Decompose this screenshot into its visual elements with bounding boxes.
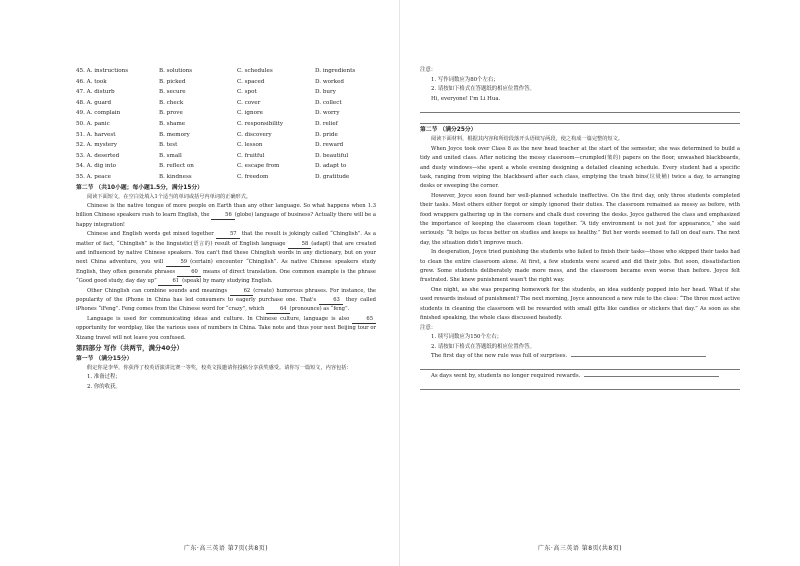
option-choice: 45. A. instructions — [76, 68, 129, 74]
option-choice: C. ignore — [237, 110, 263, 117]
option-choice: D. worry — [315, 110, 340, 117]
writing-line[interactable] — [420, 115, 740, 124]
blank-62[interactable]: 62 — [230, 288, 254, 296]
option-choice: B. solutions — [159, 68, 193, 74]
option-choice: B. kindness — [159, 173, 192, 180]
option-choice: D. pride — [315, 131, 338, 138]
writing1-title: 第一节 （满分15分） — [76, 356, 133, 363]
part4-title: 第四部分 写作（共两节，满分40分） — [76, 344, 183, 353]
option-choice: C. discovery — [237, 131, 272, 138]
option-row — [76, 119, 376, 130]
passage-paragraph-1: Chinese is the native tongue of more people on Earth than any other language. So what happens when 1.3 billion Chinese speakers rush to learn English, the 56 (globe) language of business? Actually there will be a happy integration! — [76, 202, 376, 228]
option-choice: B. secure — [159, 89, 186, 96]
writing-line[interactable] — [420, 104, 740, 113]
option-choice: 53. A. deserted — [76, 152, 120, 159]
blank-58[interactable]: 58 — [288, 241, 312, 249]
option-choice: C. responsibility — [237, 120, 284, 127]
option-choice: C. freedom — [237, 173, 269, 180]
writing-line[interactable] — [420, 381, 740, 390]
page-footer-left: 广东·高三英语 第7页(共8页) — [183, 545, 269, 552]
option-choice: 51. A. harvest — [76, 131, 116, 138]
option-row — [76, 130, 376, 141]
option-choice: B. memory — [159, 131, 190, 138]
blank-60[interactable]: 60 — [177, 269, 201, 277]
option-row — [76, 77, 376, 88]
writing1-items — [76, 373, 376, 392]
option-choice: D. adapt to — [315, 163, 347, 170]
notes-head: 注意： — [420, 67, 437, 73]
notes2-head: 注意： — [420, 324, 437, 331]
option-choice: C. cover — [237, 99, 261, 106]
option-choice: 48. A. guard — [76, 99, 112, 106]
option-choice: D. ingredients — [315, 68, 356, 74]
option-choice: 46. A. took — [76, 78, 107, 85]
blank-63[interactable]: 63 — [319, 297, 343, 305]
note2-item: 2. 请按如下格式在答题纸的相应位置作答。 — [431, 343, 535, 350]
writing-line[interactable] — [571, 356, 706, 357]
option-choice: 54. A. dig into — [76, 163, 117, 170]
option-choice: B. small — [159, 152, 182, 159]
page-footer-right: 广东·高三英语 第8页(共8页) — [537, 545, 623, 552]
blank-59[interactable]: 59 — [166, 259, 190, 267]
option-choice: D. reward — [315, 142, 344, 149]
note-item: 1. 写作词数应为80个左右； — [431, 76, 499, 83]
option-row — [76, 98, 376, 109]
option-row — [76, 87, 376, 98]
continuation-start-1: The first day of the new rule was full of surprises. — [420, 352, 740, 361]
option-choice: 55. A. peace — [76, 173, 111, 180]
story-paragraph: When Joyce took over Class 8 as the new head teacher at the start of the semester, she was determined to build a tidy and united class. After noticing the messy classroom—crumpled(皱的) papers on the floor, unwashed blackboards, and dusty windows—she spent a whole evening designing a detailed cleaning schedule. Every student had a specific task, ranging from wiping the blackboard after each class, emptying the trash bins(垃圾桶) twice a day, to arranging desks or sweeping the corner. — [420, 145, 740, 190]
option-choice: C. fruitful — [237, 152, 265, 159]
right-page — [400, 0, 800, 566]
option-choice: 47. A. disturb — [76, 89, 115, 96]
option-choice: D. collect — [315, 99, 342, 106]
greeting-line: Hi, everyone! I'm Li Hua. — [431, 95, 501, 102]
blank-57[interactable]: 57 — [216, 231, 240, 239]
writing-line[interactable] — [584, 376, 719, 377]
writing-line[interactable] — [420, 361, 740, 370]
option-choice: C. lesson — [237, 142, 263, 149]
blank-64[interactable]: 64 — [266, 306, 290, 314]
passage-paragraph-2: Chinese and English words get mixed together 57 that the result is jokingly called “Chinglish”. As a matter of fact, “Chinglish” is the linguistic(语言的) result of English language 58 (adapt) that are created and influenced by native Chinese speakers. You can't find these Chinglish words in any dictionary, but on your next China adventure, you will 59 (certain) encounter “Chinglish”. As native Chinese speakers study English, they often generate phrases 60 means of direct translation. One common example is the phrase “Good good study, day day up” 61 (speak) by many studying English. — [76, 231, 376, 285]
option-choice: B. reflect on — [159, 163, 194, 170]
option-choice: C. schedules — [237, 68, 273, 74]
blank-61[interactable]: 61 — [158, 278, 182, 286]
option-choice: B. prove — [159, 110, 183, 117]
option-choice: B. test — [159, 142, 178, 149]
option-choice: C. spot — [237, 89, 257, 96]
writing2-instructions: 阅读下面材料，根据其内容和所给段落开头语续写两段，使之构成一篇完整的短文。 — [431, 136, 623, 143]
option-choice: D. gratitude — [315, 173, 350, 180]
option-row — [76, 66, 376, 77]
continuation-start-2: As days went by, students no longer required rewards. — [420, 372, 740, 381]
option-choice: D. bury — [315, 89, 336, 96]
story-paragraph: In desperation, Joyce tried punishing the students who failed to finish their tasks—those who skipped their tasks had to clean the entire classroom alone. At first, a few students were scared and did their jobs. But soon, dissatisfaction grew. Some students deliberately made more mess, and the classroom became even worse than before. Joyce felt frustrated. She knew punishment wasn't the right way. — [420, 249, 740, 284]
note-item: 2. 请按如下格式在答题纸的相应位置作答。 — [431, 86, 535, 93]
passage-paragraph-4: Language is used for communicating ideas and culture. In Chinese culture, language is also 65 opportunity for wordplay, like the various uses of numbers in China. Take note and thus your next Beijing tour or Xizang travel will not leave you confused. — [76, 315, 376, 341]
note2-item: 1. 续写词数应为150个左右； — [431, 334, 503, 341]
story-paragraph: However, Joyce soon found her well-planned schedule ineffective. On the first day, only three students completed their tasks. Most others either forgot or simply ignored their duties. The classroom remained as messy as before, with food wrappers gathering up in the corners and chalk dust covering the desks. Joyce gathered the class and emphasized the importance of keeping the classroom clean together. “A tidy environment is not just for appearance,” she said seriously. “It helps us focus better on studies and keeps us healthy.” But her words seemed to fall on deaf ears. The next day, the situation didn't improve much. — [420, 192, 740, 246]
writing1-item: 2. 你的收获。 — [87, 384, 121, 391]
options-table — [76, 66, 376, 183]
option-choice: D. beautiful — [315, 152, 349, 159]
blank-56[interactable]: 56 — [211, 212, 235, 220]
option-row — [76, 108, 376, 119]
option-choice: 50. A. panic — [76, 120, 110, 127]
option-choice: 52. A. mystery — [76, 142, 117, 149]
option-row — [76, 151, 376, 162]
blank-65[interactable]: 65 — [352, 316, 376, 324]
option-choice: C. escape from — [237, 163, 280, 170]
section2-instructions: 阅读下面短文，在空白处填入1个适当的单词或括号内单词的正确形式。 — [87, 193, 252, 200]
option-choice: B. shame — [159, 120, 186, 127]
writing1-item: 1. 准备过程； — [87, 374, 121, 381]
option-choice: B. check — [159, 99, 184, 106]
option-row — [76, 172, 376, 183]
option-choice: B. picked — [159, 78, 186, 85]
writing1-instructions: 假定你是李华，你获得了校英语演讲比赛一等奖，校英文报邀请你投稿分享获奖感受。请你写一篇短文，内容包括： — [87, 365, 352, 372]
option-row — [76, 140, 376, 151]
option-choice: 49. A. complain — [76, 110, 121, 117]
option-choice: D. relief — [315, 120, 338, 127]
writing2-title: 第二节 （满分25分） — [420, 127, 477, 134]
option-choice: C. spaced — [237, 78, 265, 85]
story-paragraph: One night, as she was preparing homework for the students, an idea suddenly popped into her head. What if she used rewards instead of punishment? The next morning, Joyce announced a new rule to the class: “The three most active students in cleaning the classroom will be rewarded with small gifts like candies or stickers that day.” As soon as she finished speaking, the whole class discussed heatedly. — [420, 286, 740, 322]
passage-paragraph-3: Other Chinglish can combine sounds and meanings 62 (create) humorous phrases. For instance, the popularity of the iPhone in China has led consumers to eagerly purchase one. That's 63 they called iPhones “iFeng”. Feng comes from the Chinese word for “crazy”, which 64 (pronounce) as “feng”. — [76, 287, 377, 313]
option-row — [76, 161, 376, 172]
option-choice: D. worked — [315, 78, 344, 85]
section2-title: 第二节 （共10小题；每小题1.5分，满分15分） — [76, 184, 203, 191]
